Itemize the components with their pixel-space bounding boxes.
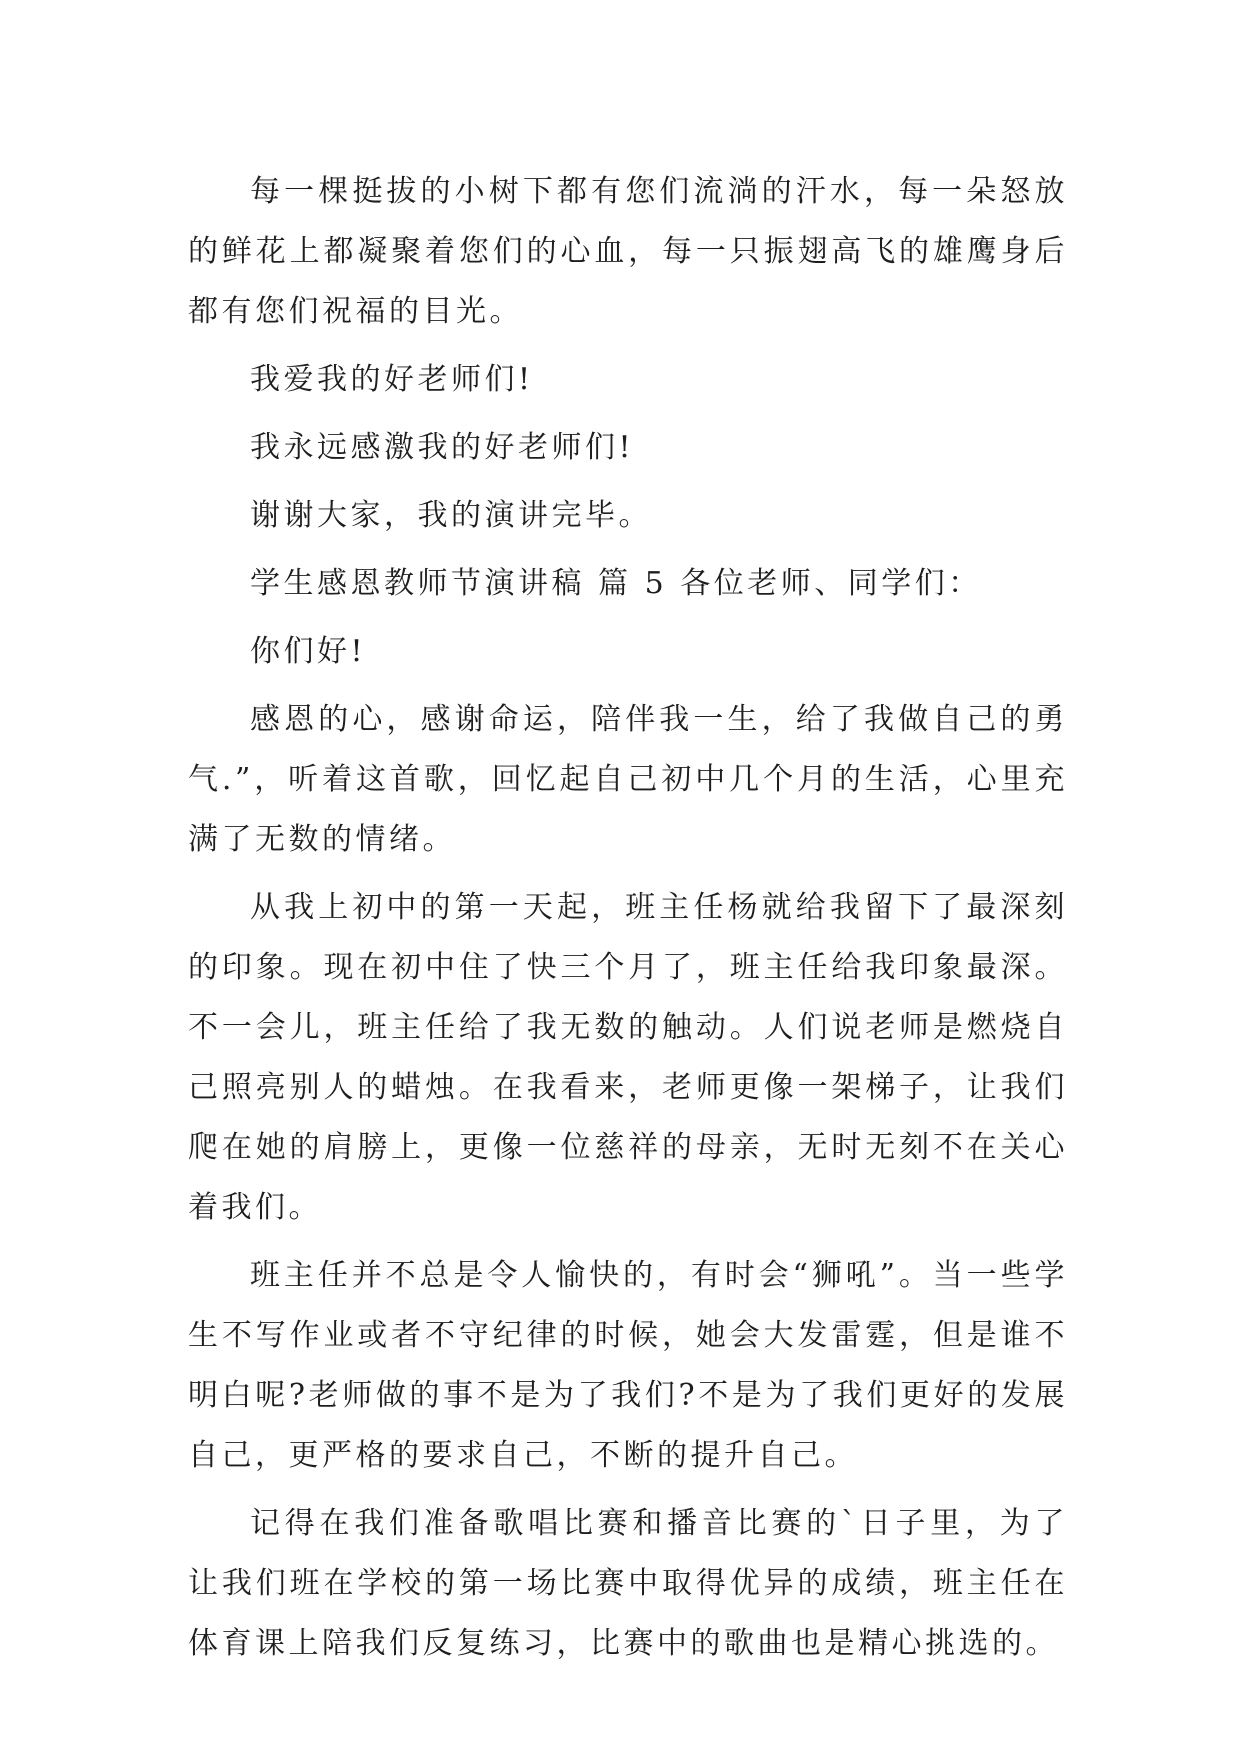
paragraph-1: 每一棵挺拔的小树下都有您们流淌的汗水，每一朵怒放的鲜花上都凝聚着您们的心血，每一只振翅高飞的雄鹰身后都有您们祝福的目光。 <box>188 174 1068 329</box>
paragraph-7: 感恩的心，感谢命运，陪伴我一生，给了我做自己的勇气.”，听着这首歌，回忆起自己初中几个月的生活，心里充满了无数的情绪。 <box>188 702 1068 857</box>
paragraph-10: 记得在我们准备歌唱比赛和播音比赛的`日子里，为了让我们班在学校的第一场比赛中取得优异的成绩，班主任在体育课上陪我们反复练习，比赛中的歌曲也是精心挑选的。 <box>188 1506 1068 1661</box>
paragraph-8: 从我上初中的第一天起，班主任杨就给我留下了最深刻的印象。现在初中住了快三个月了，班主任给我印象最深。不一会儿，班主任给了我无数的触动。人们说老师是燃烧自己照亮别人的蜡烛。在我看来，老师更像一架梯子，让我们爬在她的肩膀上，更像一位慈祥的母亲，无时无刻不在关心着我们。 <box>188 890 1068 1225</box>
paragraph-greeting: 你们好! <box>250 634 367 669</box>
document-body <box>188 162 1068 1682</box>
paragraph-2: 我爱我的好老师们! <box>250 362 534 397</box>
paragraph-4: 谢谢大家，我的演讲完毕。 <box>250 498 652 533</box>
section-heading: 学生感恩教师节演讲稿 篇 5 各位老师、同学们： <box>250 566 982 601</box>
paragraph-9: 班主任并不总是令人愉快的，有时会“狮吼”。当一些学生不写作业或者不守纪律的时候，她会大发雷霆，但是谁不明白呢?老师做的事不是为了我们?不是为了我们更好的发展自己，更严格的要求自己，不断的提升自己。 <box>188 1258 1068 1473</box>
paragraph-3: 我永远感激我的好老师们! <box>250 430 635 465</box>
